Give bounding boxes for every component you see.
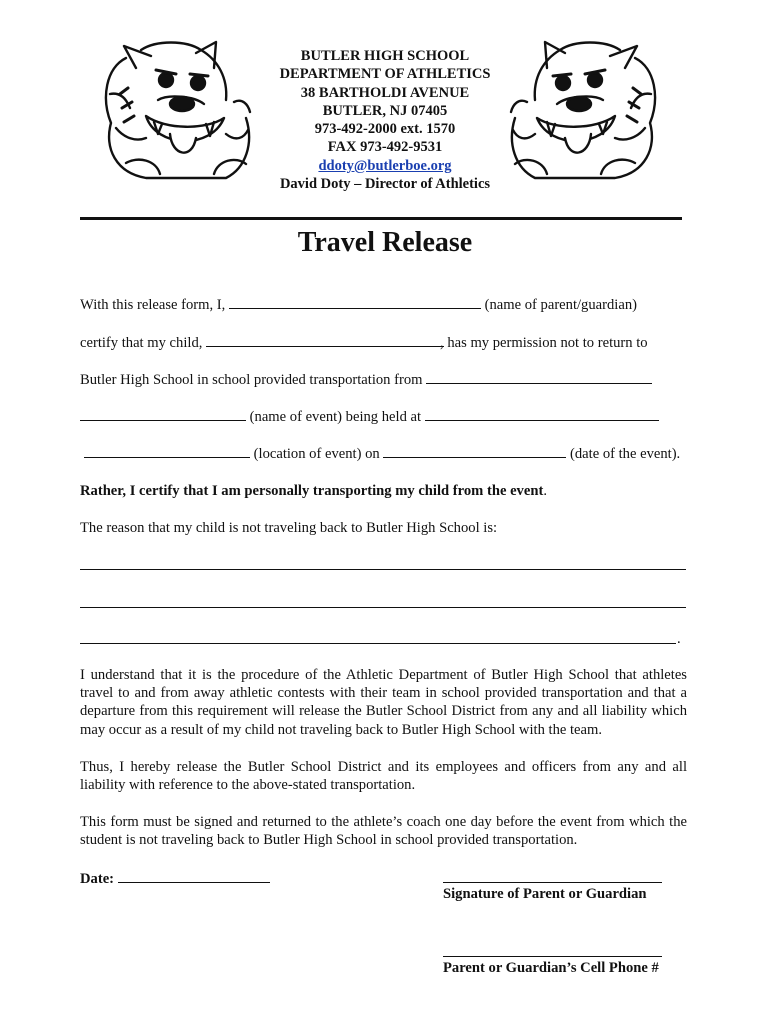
- director-name: David Doty – Director of Athletics: [279, 176, 491, 193]
- letterhead: [240, 47, 530, 193]
- date-field[interactable]: [118, 870, 270, 883]
- cell-phone-label: Parent or Guardian’s Cell Phone #: [443, 960, 659, 976]
- form-text: Butler High School in school provided transportation from: [80, 372, 423, 388]
- email-link[interactable]: ddoty@butlerboe.org: [318, 157, 452, 174]
- form-text: With this release form, I,: [80, 297, 226, 313]
- reason-line-2[interactable]: [80, 607, 686, 608]
- form-text: (name of event) being held at: [249, 409, 422, 425]
- form-text: certify that my child,: [80, 335, 203, 351]
- form-text: (name of parent/guardian): [484, 297, 637, 313]
- page-title: Travel Release: [297, 227, 473, 258]
- phone-number: 973-492-2000 ext. 1570: [314, 121, 456, 138]
- parent-name-field[interactable]: [229, 296, 481, 309]
- event-date-field[interactable]: [383, 445, 566, 458]
- form-line-location: [84, 445, 680, 463]
- header-divider: [80, 217, 682, 220]
- form-line-parent: [80, 296, 637, 314]
- form-text: (date of the event).: [570, 446, 681, 462]
- certify-period: .: [543, 483, 547, 499]
- form-line-event: [80, 408, 659, 426]
- street-address: 38 BARTHOLDI AVENUE: [300, 84, 470, 101]
- school-name: BUTLER HIGH SCHOOL: [300, 48, 470, 64]
- form-line-child: [80, 334, 648, 352]
- certify-bold-text: Rather, I certify that I am personally transporting my child from the event: [80, 483, 544, 499]
- signature-label: Signature of Parent or Guardian: [443, 886, 647, 902]
- date-label: Date:: [80, 871, 115, 887]
- form-line-transport: [80, 371, 652, 389]
- date-row: [80, 870, 270, 888]
- department-name: DEPARTMENT OF ATHLETICS: [279, 66, 491, 83]
- cell-phone-field[interactable]: [443, 956, 662, 957]
- child-name-field[interactable]: [206, 334, 444, 347]
- certify-statement: [80, 482, 547, 500]
- reason-period: .: [677, 631, 681, 647]
- reason-line-1[interactable]: [80, 569, 686, 570]
- bulldog-mascot-icon: [96, 38, 261, 188]
- reason-line-3[interactable]: [80, 643, 676, 644]
- transport-from-field[interactable]: [426, 371, 652, 384]
- fax-number: FAX 973-492-9531: [327, 139, 443, 156]
- release-paragraph: Thus, I hereby release the Butler School District and its employees and officers from any and all liability with reference to the above-stated transportation.: [80, 759, 687, 794]
- location-field[interactable]: [84, 445, 250, 458]
- instructions-paragraph: This form must be signed and returned to the athlete’s coach one day before the event from which the student is not traveling back to Butler High School in school provided transportation.: [80, 814, 687, 849]
- procedure-paragraph: I understand that it is the procedure of the Athletic Department of Butler High School that athletes travel to and from away athletic contests with their team in school provided transportation and that a departure from this requirement will release the Butler School District from any and all liability which may occur as a result of my child not traveling back to Butler High School with the team.: [80, 667, 687, 738]
- form-text: (location of event) on: [253, 446, 380, 462]
- signature-field[interactable]: [443, 882, 662, 883]
- reason-prompt: The reason that my child is not traveling back to Butler High School is:: [80, 520, 498, 536]
- form-text: , has my permission not to return to: [440, 335, 648, 351]
- city-state-zip: BUTLER, NJ 07405: [322, 102, 448, 119]
- event-location-field[interactable]: [425, 408, 659, 421]
- event-name-field[interactable]: [80, 408, 246, 421]
